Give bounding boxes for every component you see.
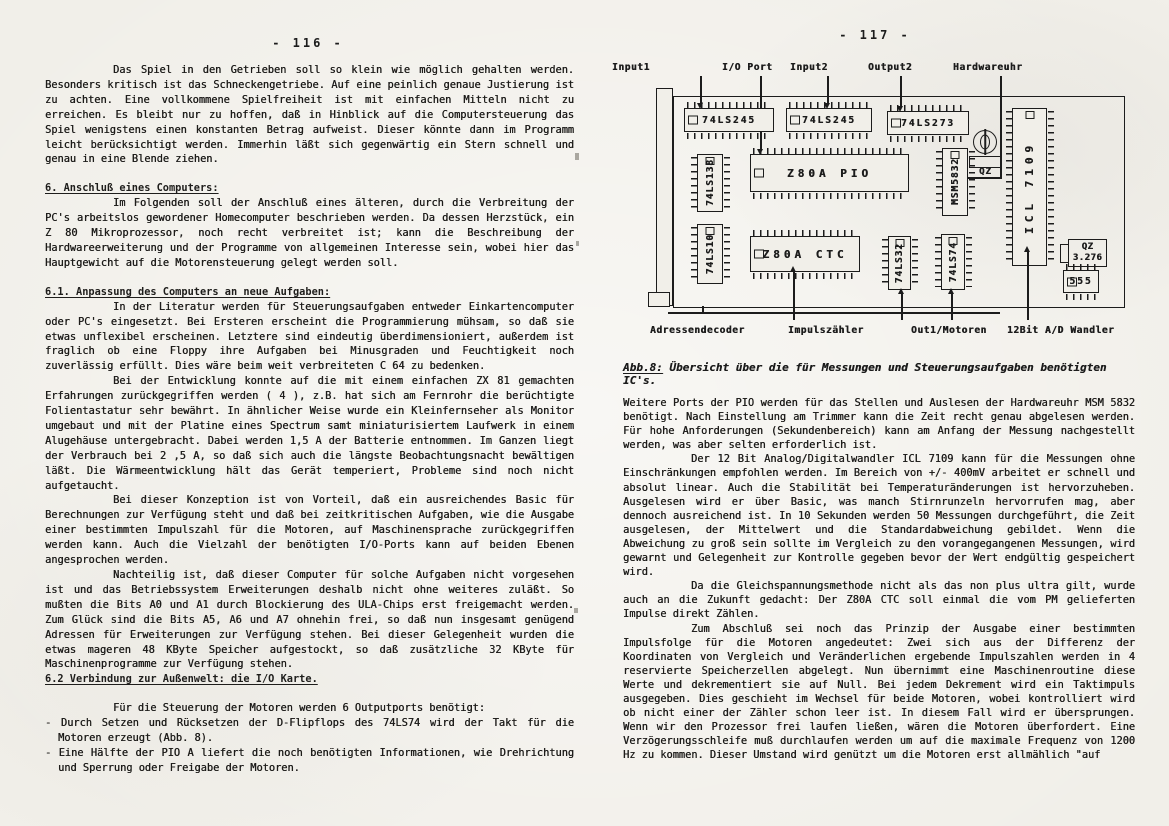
edge-connector-foot xyxy=(648,292,670,307)
section-heading-6: 6. Anschluß eines Computers: xyxy=(45,182,219,195)
crystal2-label-1: QZ xyxy=(1081,242,1094,252)
page-116 xyxy=(42,0,574,776)
chip-notch xyxy=(688,116,698,125)
scan-artifact xyxy=(576,241,579,246)
figure-caption-text: Übersicht über die für Messungen und Steuerungsaufgaben benötigten IC's. xyxy=(623,361,1107,387)
chip-notch xyxy=(1067,277,1077,286)
chip-notch xyxy=(754,250,764,259)
chip-pins xyxy=(1006,111,1012,263)
page-117 xyxy=(605,0,1145,762)
chip-74ls32: 74LS32 xyxy=(888,236,911,290)
chip-pins xyxy=(1066,294,1096,300)
chip-pins xyxy=(912,239,918,287)
paragraph-literatur: In der Literatur werden für Steuerungsaufgaben entweder Einkartencomputer oder PC's eingesetzt. Bei Ersteren erscheint die Programmierung mühsam, so daß sie etwas unflexibel erscheinen. Letztere sind eindeutig überdimensioniert, außerdem ist fraglich ob eine Floppy ihre Aufgaben bei Minusgraden und Feuchtigkeit noch zuverlässig erfüllt. Dies wäre beim weit verbreiteten C 64 zu bedenken. xyxy=(45,300,574,373)
leader-line xyxy=(793,272,795,320)
left-text-column xyxy=(42,63,574,776)
chip-z80a-pio: Z80A PIO xyxy=(750,154,909,192)
paragraph-nachteilig: Nachteilig ist, daß dieser Computer für solche Aufgaben nicht vorgesehen ist und das Betriebssystem Erweiterungen deshalb nicht ohne weiteres zuläßt. So mußten die Bits A0 und A1 durch Blockierung des ULA-Chips erst freigemacht werden. Zum Glück sind die Bits A5, A6 und A7 ohnehin frei, so daß nun insgesamt genügend Adressen für Erweiterungen zur Verfügung stehen. Bei dieser Gelegenheit wurden die etwas mageren 48 KByte Speicher aufgestockt, so daß zusätzliche 32 KByte für Maschinenprogramme zur Verfügung stehen. xyxy=(45,569,574,671)
paragraph-konzeption: Bei dieser Konzeption ist von Vorteil, daß ein ausreichendes Basic für Berechnungen zur Verfügung steht und daß bei zeitkritischen Aufgaben, wie die Ausgabe einer bestimmten Impulszahl für die Motoren, auf Maschinensprache zurückgegriffen werden kann. Auch die Vielzahl der benötigten I/O-Ports kann auf beiden Ebenen angesprochen werden. xyxy=(45,494,574,567)
chip-pins xyxy=(753,193,906,199)
bullet-pio: - Eine Hälfte der PIO A liefert die noch benötigten Informationen, wie Drehrichtung und Sperrung oder Freigabe der Motoren. xyxy=(45,746,574,774)
diagram-label-out1-motoren: Out1/Motoren xyxy=(911,325,987,336)
figure-caption-label: Abb.8: xyxy=(623,361,663,374)
edge-connector-bar xyxy=(656,88,673,306)
chip-pins xyxy=(687,102,771,108)
crystal-label: QZ xyxy=(979,167,992,177)
circuit-diagram-abb8 xyxy=(605,54,1145,354)
paragraph-gears: Das Spiel in den Getrieben soll so klein wie möglich gehalten werden. Besonders kritisch ist das Schneckengetriebe. Auf eine peinlich genaue Justierung ist zu achten. Eine vollkommene Spielfreiheit ist mit einfachen Mitteln nicht zu erreichen. Es bleibt nur zu hoffen, daß in Hinblick auf die Computersteuerung das Spiel wenigstens einen konstanten Betrag aufweist. Dieser könnte dann im Programm leicht berücksichtigt werden. Immerhin läßt sich gegenwärtig ein Stern schnell und genau in eine Blende ziehen. xyxy=(45,64,574,166)
bullet-flipflops: - Durch Setzen und Rücksetzen der D-Flipflops des 74LS74 wird der Takt für die Motoren erzeugt (Abb. 8). xyxy=(45,717,574,745)
leader-line xyxy=(1027,252,1029,320)
diagram-label-hardwareuhr: Hardwareuhr xyxy=(953,62,1023,73)
chip-pins xyxy=(753,148,906,154)
chip-pins xyxy=(724,157,730,209)
diagram-label-ad-wandler: 12Bit A/D Wandler xyxy=(1007,325,1115,336)
chip-pins xyxy=(753,230,857,236)
right-text-column xyxy=(605,396,1135,762)
page-number-left: - 116 - xyxy=(272,36,344,50)
chip-msm5832: MSM5832 xyxy=(942,148,968,216)
chip-pins xyxy=(753,273,857,279)
chip-notch xyxy=(1025,111,1034,119)
crystal-symbol-icon xyxy=(973,130,997,154)
scan-artifact xyxy=(575,153,579,160)
section-heading-6-1: 6.1. Anpassung des Computers an neue Aufgaben: xyxy=(45,285,331,298)
chip-pins xyxy=(789,133,869,139)
arrowhead xyxy=(898,288,904,294)
chip-pins xyxy=(691,227,697,281)
diagram-label-io-port: I/O Port xyxy=(722,62,773,73)
chip-74ls74: 74LS74 xyxy=(941,234,965,290)
paragraph-outputports: Für die Steuerung der Motoren werden 6 Outputports benötigt: xyxy=(113,702,485,715)
crystal2-label-2: 3.276 xyxy=(1072,253,1103,263)
chip-icl-7109: ICL 7109 xyxy=(1012,108,1047,266)
scan-artifact xyxy=(574,608,578,613)
chip-pins xyxy=(724,227,730,281)
chip-74ls245-a: 74LS245 xyxy=(684,108,774,132)
chip-pins xyxy=(966,237,972,287)
paragraph-icl7109: Der 12 Bit Analog/Digitalwandler ICL 7109 kann für die Messungen ohne Einschränkungen empfohlen werden. Im Bereich von +/- 400mV arbeitet er schnell und absolut linear. Auch die Stabilität bei Temperaturänderungen ist hervorzuheben. Ausgelesen wird er über Basic, was manch Stirnrunzeln hervorrufen mag, aber dennoch ausreichend ist. In 10 Sekunden werden 50 Messungen durchgeführt, die Zeit ausgelesen, der Mittelwert und die Standardabweichung gebildet. Wenn die Abweichung zu groß sein sollte im Vergleich zu den vorangegangenen Messungen, wird gewarnt und Gelegenheit zur Kontrolle gegeben bevor der Wert endgültig gespeichert wird. xyxy=(623,453,1135,579)
diagram-label-output2: Output2 xyxy=(868,62,913,73)
paragraph-hardwareuhr: Weitere Ports der PIO werden für das Stellen und Auslesen der Hardwareuhr MSM 5832 benötigt. Nach Einstellung am Trimmer kann die Zeit recht genau abgelesen werden. Für hohe Anforderungen (Sekundenbereich) kann am Anfang der Messung nachgestellt werden, was aber selten erforderlich ist. xyxy=(623,397,1135,452)
chip-555: 555 xyxy=(1063,270,1099,293)
arrowhead xyxy=(948,288,954,294)
arrowhead xyxy=(1024,246,1030,252)
paragraph-homecomputer: Im Folgenden soll der Anschluß eines älteren, durch die Verbreitung der PC's arbeitslos gewordener Homecomputer beschrieben werden. Da dessen Herzstück, ein Z 80 Mikroprozessor, noch recht verbreitet ist; kann die Beschreibung der Hardwareerweiterung und der Programme von allgemeinen Interesse sein, wobei hier das Hauptgewicht auf die Motorensteuerung gelegt werden soll. xyxy=(45,197,574,269)
leader-line xyxy=(951,294,953,320)
figure-caption xyxy=(623,361,1145,387)
paragraph-gleichspannung: Da die Gleichspannungsmethode nicht als das non plus ultra gilt, wurde auch an die Zukunft gedacht: Der Z80A CTC soll einmal die vom PM gelieferten Impulse direkt Zählen. xyxy=(623,580,1135,621)
chip-pins xyxy=(936,151,942,213)
chip-pins xyxy=(691,157,697,209)
chip-pins xyxy=(789,102,869,108)
chip-pins xyxy=(1066,264,1096,270)
leader-line xyxy=(901,294,903,320)
chip-pins xyxy=(935,237,941,287)
section-heading-6-2: 6.2 Verbindung zur Außenwelt: die I/O Karte. xyxy=(45,673,318,686)
chip-74ls245-b: 74LS245 xyxy=(786,108,872,132)
chip-74ls10: 74LS10 xyxy=(697,224,723,284)
diagram-label-input2: Input2 xyxy=(790,62,828,73)
chip-notch xyxy=(754,169,764,178)
diagram-label-adressendecoder: Adressendecoder xyxy=(650,325,745,336)
diagram-label-impulszaehler: Impulszähler xyxy=(788,325,864,336)
chip-74ls138: 74LS138 xyxy=(697,154,723,212)
chip-pins xyxy=(890,136,966,142)
chip-notch xyxy=(891,119,901,128)
chip-notch xyxy=(790,116,800,125)
diagram-label-input1: Input1 xyxy=(612,62,650,73)
paragraph-zx81: Bei der Entwicklung konnte auf die mit einem einfachen ZX 81 gemachten Erfahrungen zurückgegriffen werden ( 4 ), z.B. hat sich am Fernrohr die berüchtigte Folientastatur sehr bewährt. In ähnlicher Weise wurde ein Kleinfernseher als Monitor umgebaut und mit der Platine eines Spectrum samt miniaturisiertem Laufwerk in einem Alugehäuse untergebracht. Dabei werden 1,5 A der Batterie entnommen. Im Ganzen liegt der Verbrauch bei 2 ,5 A, so daß sich auch die längste Beobachtungsnacht bewältigen läßt. Die Wärmeentwicklung hält das Gerät temperiert, Probleme sind noch nicht aufgetaucht. xyxy=(45,375,574,492)
paragraph-impulsfolge: Zum Abschluß sei noch das Prinzip der Ausgabe einer bestimmten Impulsfolge für die Motoren angedeutet: Zwei sich aus der Differenz der Koordinaten von Vergleich und Veränderlichen ergebende Impulszahlen werden in 4 reservierte Speicherzellen abgelegt. Nun übernimmt eine Maschinenroutine diese Werte und dekrementiert sie auf Null. Bei jedem Dekrement wird ein Taktimpuls ausgegeben. Dies geschieht im Wechsel für beide Motoren, wobei kontrolliert wird ob nicht einer der Zähler schon leer ist. In diesem Fall wird er übersprungen. Wenn wir den Prozessor frei laufen ließen, wären die Motoren überfordert. Eine Verzögerungsschleife muß durchlaufen werden um auf die maximale Frequenz von 1200 Hz zu kommen. Dieser Umstand wird genützt um die Motoren erst allmählich "auf xyxy=(623,622,1135,762)
arrowhead xyxy=(790,266,796,272)
chip-z80a-ctc: Z80A CTC xyxy=(750,236,860,272)
chip-74ls273: 74LS273 xyxy=(887,111,969,135)
chip-pins xyxy=(890,105,966,111)
page-number-right: - 117 - xyxy=(839,28,911,42)
chip-pins xyxy=(687,133,771,139)
chip-pins xyxy=(1048,111,1054,263)
chip-pins xyxy=(882,239,888,287)
